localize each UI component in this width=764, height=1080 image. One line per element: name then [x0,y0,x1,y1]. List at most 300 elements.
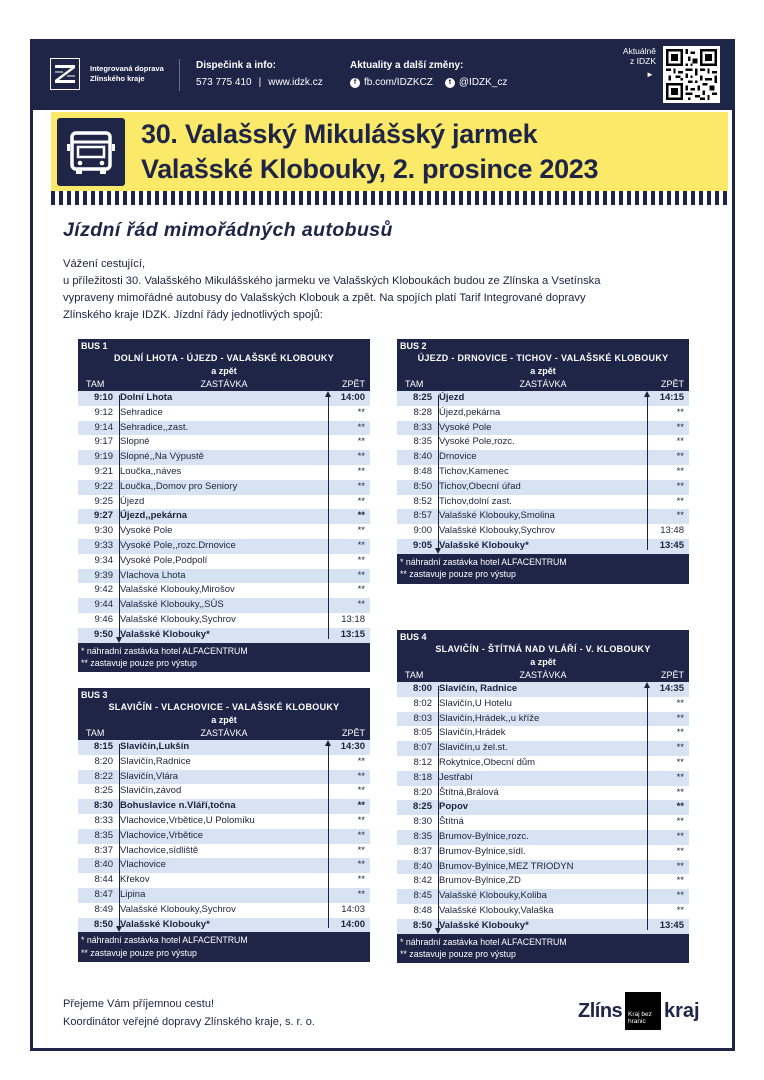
return-time: ** [676,697,684,709]
stop-name: Slavičín,u žel.st. [439,742,508,754]
return-time: ** [676,742,684,754]
table-row [397,889,689,904]
return-time: ** [676,890,684,902]
return-time: ** [357,465,365,477]
stop-name: Jestřabí [439,771,473,783]
departure-time: 8:12 [413,756,432,768]
return-time: ** [676,727,684,739]
stop-name: Tichov,Kamenec [439,465,509,477]
departure-time: 8:15 [93,741,113,752]
return-time: ** [357,554,365,566]
footer-coordinator: Koordinátor veřejné dopravy Zlínského kraje, s. r. o. [63,1016,315,1028]
return-time: ** [676,756,684,768]
return-time: ** [676,406,684,418]
stop-name: Valašské Klobouky,Mirošov [120,584,235,596]
stop-name: Vlachovice,sídliště [120,844,199,856]
table-row [78,613,370,628]
stop-name: Valašské Klobouky,Sychrov [120,613,236,625]
stop-name: Slavičín,Vlára [120,770,179,782]
bus-4-timetable [397,630,689,963]
col-stop: ZASTÁVKA [200,728,248,738]
bus-label: BUS 4 [397,630,689,643]
stop-name: Loučka,,Domov pro Seniory [120,480,238,492]
col-back: ZPĚT [660,670,684,680]
bus-label: BUS 3 [78,688,370,701]
table-row [397,815,689,830]
stop-name: Vlachova Lhota [120,569,186,581]
table-row [78,406,370,421]
table-row [397,800,689,815]
return-time: 13:45 [659,919,684,931]
return-time: 14:30 [340,741,365,752]
col-back: ZPĚT [341,728,365,738]
return-time: ** [357,436,365,448]
departure-time: 8:00 [412,683,432,694]
stop-name: Slavičín,Hrádek [439,727,506,739]
bus-2-timetable [397,339,689,584]
stop-name: Vlachovice,Vrbětice [120,829,204,841]
facebook-icon: f [350,78,360,88]
stop-name: Valašské Klobouky,,SÚS [120,599,224,611]
footnote-replacement-stop: * náhradní zastávka hotel ALFACENTRUM [81,645,248,656]
return-time: ** [676,801,684,813]
tam-direction-line [119,744,120,928]
departure-time: 9:21 [94,465,113,477]
stop-name: Loučka,,náves [120,465,182,477]
table-row [397,495,689,510]
return-time: ** [357,755,365,767]
departure-time: 9:14 [94,421,113,433]
table-row [78,888,370,903]
timetable-rows [78,740,370,932]
stop-name: Brumov-Bylnice,MEZ TRIODYN [439,860,574,872]
twitter-link[interactable]: @IDZK_cz [458,77,508,88]
departure-time: 9:27 [93,510,113,522]
table-row [397,845,689,860]
table-row [78,509,370,524]
footnotes [397,554,689,584]
departure-time: 8:18 [413,771,432,783]
departure-time: 8:25 [412,801,432,813]
column-header [397,669,689,682]
dispatch-info [196,60,323,88]
table-row [78,583,370,598]
col-stop: ZASTÁVKA [519,670,567,680]
departure-time: 8:20 [94,755,113,767]
return-time: ** [357,770,365,782]
stop-name: Újezd [439,392,465,403]
return-time: ** [357,584,365,596]
footnotes [397,934,689,964]
return-time: ** [676,510,684,522]
table-row [397,450,689,465]
footnote-alight-only: ** zastavuje pouze pro výstup [81,947,197,958]
table-row [78,480,370,495]
stop-name: Drnovice [439,451,477,463]
tam-arrow-down-icon [116,637,122,643]
column-header [78,378,370,391]
header-divider [179,59,180,91]
table-row [397,465,689,480]
departure-time: 8:40 [413,451,432,463]
table-row [397,509,689,524]
table-row [78,755,370,770]
departure-time: 9:46 [94,613,113,625]
stop-name: Štítná,Brálová [439,786,499,798]
footnote-alight-only: ** zastavuje pouze pro výstup [400,948,516,959]
departure-time: 9:44 [94,599,113,611]
bus-route-subtitle: a zpět [78,365,370,378]
return-time: ** [676,421,684,433]
table-row [78,435,370,450]
return-time: ** [357,569,365,581]
table-row [397,697,689,712]
table-row [397,771,689,786]
table-row [78,858,370,873]
table-row [78,569,370,584]
stop-name: Valašské Klobouky,Sychrov [120,903,236,915]
departure-time: 8:47 [94,888,113,900]
departure-time: 8:02 [413,697,432,709]
banner-subtitle: Valašské Klobouky, 2. prosince 2023 [141,154,599,184]
return-time: ** [676,480,684,492]
logo-text-left: Zlíns [578,1000,623,1022]
table-row [78,903,370,918]
stop-name: Sehradice,,zast. [120,421,189,433]
table-row [397,874,689,889]
logo-box-text: Kraj bez hranic [625,992,661,1030]
qr-arrow-icon: ► [646,70,654,79]
return-direction-line [647,686,648,930]
departure-time: 8:20 [413,786,432,798]
stop-name: Vysoké Pole [439,421,492,433]
tam-arrow-down-icon [435,548,441,554]
stop-name: Brumov-Bylnice,rozc. [439,830,529,842]
departure-time: 9:05 [412,539,432,551]
return-time: 14:00 [340,392,365,403]
stop-name: Vysoké Pole,Podpolí [120,554,208,566]
footnote-alight-only: ** zastavuje pouze pro výstup [400,569,516,580]
return-direction-line [328,395,329,639]
stop-name: Štítná [439,816,464,828]
table-row [397,860,689,875]
qr-label-line2: z IDZK [630,56,656,66]
return-arrow-up-icon [644,391,650,397]
stop-name: Slavičín,Hrádek,,u kříže [439,712,540,724]
col-tam: TAM [86,728,105,738]
bus-icon [57,118,125,186]
tam-direction-line [438,686,439,930]
table-row [397,741,689,756]
org-name-line1: Integrovaná doprava [90,64,164,73]
footnote-replacement-stop: * náhradní zastávka hotel ALFACENTRUM [400,556,567,567]
twitter-icon: t [445,78,455,88]
bus-route-subtitle: a zpět [78,714,370,727]
stop-name: Slavičín,závod [120,785,182,797]
stop-name: Újezd [120,495,145,507]
stop-name: Vysoké Pole,rozc. [439,436,515,448]
return-arrow-up-icon [644,682,650,688]
departure-time: 8:44 [94,874,113,886]
col-tam: TAM [405,670,424,680]
bus-route-title: SLAVIČÍN - VLACHOVICE - VALAŠSKÉ KLOBOUKY [78,701,370,714]
return-time: ** [357,829,365,841]
event-banner [51,112,728,192]
departure-time: 8:30 [413,816,432,828]
bus-label: BUS 1 [78,339,370,352]
decorative-stripes [51,191,728,205]
return-time: 13:15 [340,628,365,640]
bus-label: BUS 2 [397,339,689,352]
col-stop: ZASTÁVKA [519,379,567,389]
return-time: ** [357,844,365,856]
table-row [78,844,370,859]
table-row [78,539,370,554]
departure-time: 9:39 [94,569,113,581]
return-time: ** [357,814,365,826]
table-row [78,598,370,613]
departure-time: 8:50 [413,480,432,492]
return-time: ** [357,859,365,871]
return-time: ** [676,786,684,798]
stop-name: Valašské Klobouky,Koliba [439,890,547,902]
table-row [78,814,370,829]
stop-name: Valašské Klobouky,Sychrov [439,525,555,537]
org-name-line2: Zlínského kraje [90,74,145,83]
departure-time: 8:37 [94,844,113,856]
table-row [397,406,689,421]
col-back: ZPĚT [341,379,365,389]
return-time: ** [676,860,684,872]
departure-time: 8:42 [413,875,432,887]
return-time: ** [357,800,365,812]
header-bar [33,42,732,110]
column-header [78,727,370,740]
footer-wish: Přejeme Vám příjemnou cestu! [63,998,215,1010]
return-time: ** [357,874,365,886]
return-time: ** [357,539,365,551]
return-time: ** [676,495,684,507]
org-name [90,64,164,84]
table-row [78,421,370,436]
departure-time: 8:48 [413,465,432,477]
return-time: ** [676,904,684,916]
footnotes [78,643,370,673]
departure-time: 8:48 [413,904,432,916]
stop-name: Újezd,pekárna [439,406,501,418]
table-row [397,830,689,845]
return-time: ** [676,436,684,448]
departure-time: 8:52 [413,495,432,507]
return-time: ** [676,875,684,887]
stop-name: Újezd,,pekárna [120,510,188,522]
return-time: ** [676,465,684,477]
return-time: ** [676,816,684,828]
departure-time: 9:22 [94,480,113,492]
return-time: ** [676,845,684,857]
departure-time: 8:28 [413,406,432,418]
departure-time: 9:50 [93,628,113,640]
col-tam: TAM [405,379,424,389]
stop-name: Valašské Klobouky,Valaška [439,904,554,916]
stop-name: Tichov,Obecní úřad [439,480,521,492]
table-row [397,904,689,919]
return-time: ** [676,830,684,842]
stop-name: Lipina [120,888,146,900]
dispatch-phone[interactable]: 573 775 410 [196,77,252,88]
pipe-separator: | [258,77,262,88]
facebook-link[interactable]: fb.com/IDZKCZ [364,77,433,88]
departure-time: 8:22 [94,770,113,782]
stop-name: Rokytnice,Obecní dům [439,756,536,768]
table-row [397,421,689,436]
qr-code-icon[interactable] [663,46,720,103]
table-row [78,465,370,480]
return-time: ** [357,406,365,418]
stop-name: Vlachovice [120,859,166,871]
table-row [397,712,689,727]
departure-time: 8:25 [94,785,113,797]
return-direction-line [328,744,329,928]
col-back: ZPĚT [660,379,684,389]
zlinsky-kraj-logo [578,992,708,1030]
departure-time: 9:34 [94,554,113,566]
stop-name: Vysoké Pole,,rozc.Drnovice [120,539,236,551]
departure-time: 8:33 [94,814,113,826]
tam-arrow-down-icon [435,928,441,934]
departure-time: 8:57 [413,510,432,522]
departure-time: 8:03 [413,712,432,724]
footnote-replacement-stop: * náhradní zastávka hotel ALFACENTRUM [81,935,248,946]
stop-name: Slavičín,U Hotelu [439,697,512,709]
dispatch-web-link[interactable]: www.idzk.cz [268,77,323,88]
departure-time: 8:49 [94,903,113,915]
footnotes [78,932,370,962]
stop-name: Brumov-Bylnice,sídl. [439,845,526,857]
departure-time: 9:42 [94,584,113,596]
table-row [78,524,370,539]
stop-name: Valašské Klobouky* [120,918,210,930]
bus-route-subtitle: a zpět [397,365,689,378]
bus-1-timetable [78,339,370,672]
departure-time: 8:07 [413,742,432,754]
return-arrow-up-icon [325,391,331,397]
return-time: ** [357,510,365,522]
departure-time: 9:17 [94,436,113,448]
stop-name: Křekov [120,874,150,886]
return-time: 14:00 [340,918,365,930]
table-row [78,770,370,785]
return-time: 13:18 [341,613,365,625]
qr-label [600,46,656,66]
stop-name: Valašské Klobouky* [439,539,529,551]
return-time: 13:45 [659,539,684,551]
logo-text-right: kraj [664,1000,700,1022]
departure-time: 9:30 [94,525,113,537]
bus-route-subtitle: a zpět [397,656,689,669]
return-time: 13:48 [660,525,684,537]
bus-route-title: SLAVIČÍN - ŠTÍTNÁ NAD VLÁŘÍ - V. KLOBOUKY [397,643,689,656]
departure-time: 8:35 [413,436,432,448]
return-time: ** [676,451,684,463]
table-row [78,554,370,569]
intro-greeting: Vážení cestující, [63,258,146,270]
stop-name: Vlachovice,Vrbětice,U Polomíku [120,814,255,826]
return-time: ** [357,888,365,900]
stop-name: Valašské Klobouky* [439,919,529,931]
intro-line3: Zlínského kraje IDZK. Jízdní řády jednotlivých spojů: [63,309,323,321]
stop-name: Popov [439,801,469,813]
table-row [397,435,689,450]
return-time: ** [357,421,365,433]
stop-name: Slavičín,Radnice [120,755,191,767]
return-time: ** [357,495,365,507]
timetable-rows [397,391,689,554]
table-row [397,524,689,539]
return-time: ** [676,712,684,724]
departure-time: 9:33 [94,539,113,551]
departure-time: 9:10 [93,392,113,403]
stop-name: Valašské Klobouky* [120,628,210,640]
table-row [78,450,370,465]
departure-time: 8:33 [413,421,432,433]
departure-time: 8:40 [413,860,432,872]
stop-name: Dolní Lhota [120,392,173,403]
intro-text [63,256,723,324]
timetable-poster [30,39,735,1051]
table-row [78,495,370,510]
return-time: 14:15 [659,392,684,403]
departure-time: 8:40 [94,859,113,871]
col-tam: TAM [86,379,105,389]
departure-time: 9:25 [94,495,113,507]
departure-time: 9:12 [94,406,113,418]
departure-time: 8:50 [93,918,113,930]
stop-name: Slopné,,Na Výpustě [120,451,204,463]
departure-time: 8:05 [413,727,432,739]
departure-time: 8:30 [93,800,113,812]
column-header [397,378,689,391]
intro-line1: u příležitosti 30. Valašského Mikulášského jarmeku ve Valašských Kloboukách budou ze Zlínska a Vsetínska [63,275,601,287]
stop-name: Slopné [120,436,150,448]
stop-name: Bohuslavice n.Vláří,točna [120,800,236,812]
news-title: Aktuality a další změny: [350,60,464,71]
stop-name: Tichov,dolní zast. [439,495,512,507]
stop-name: Slavičín, Radnice [439,683,518,694]
return-time: 14:03 [341,903,365,915]
table-row [78,799,370,814]
departure-time: 8:35 [413,830,432,842]
stop-name: Sehradice [120,406,163,418]
return-time: ** [357,525,365,537]
stop-name: Valašské Klobouky,Smolina [439,510,555,522]
bus-route-title: ÚJEZD - DRNOVICE - TICHOV - VALAŠSKÉ KLOBOUKY [397,352,689,365]
timetable-rows [78,391,370,643]
footnote-alight-only: ** zastavuje pouze pro výstup [81,657,197,668]
page-title: Jízdní řád mimořádných autobusů [63,219,393,241]
table-row [397,480,689,495]
return-time: ** [357,599,365,611]
timetable-rows [397,682,689,934]
departure-time: 8:37 [413,845,432,857]
return-direction-line [647,395,648,550]
bus-3-timetable [78,688,370,962]
dispatch-title: Dispečink a info: [196,60,277,71]
return-time: 14:35 [659,683,684,694]
departure-time: 8:25 [412,392,432,403]
col-stop: ZASTÁVKA [200,379,248,389]
return-time: ** [357,451,365,463]
